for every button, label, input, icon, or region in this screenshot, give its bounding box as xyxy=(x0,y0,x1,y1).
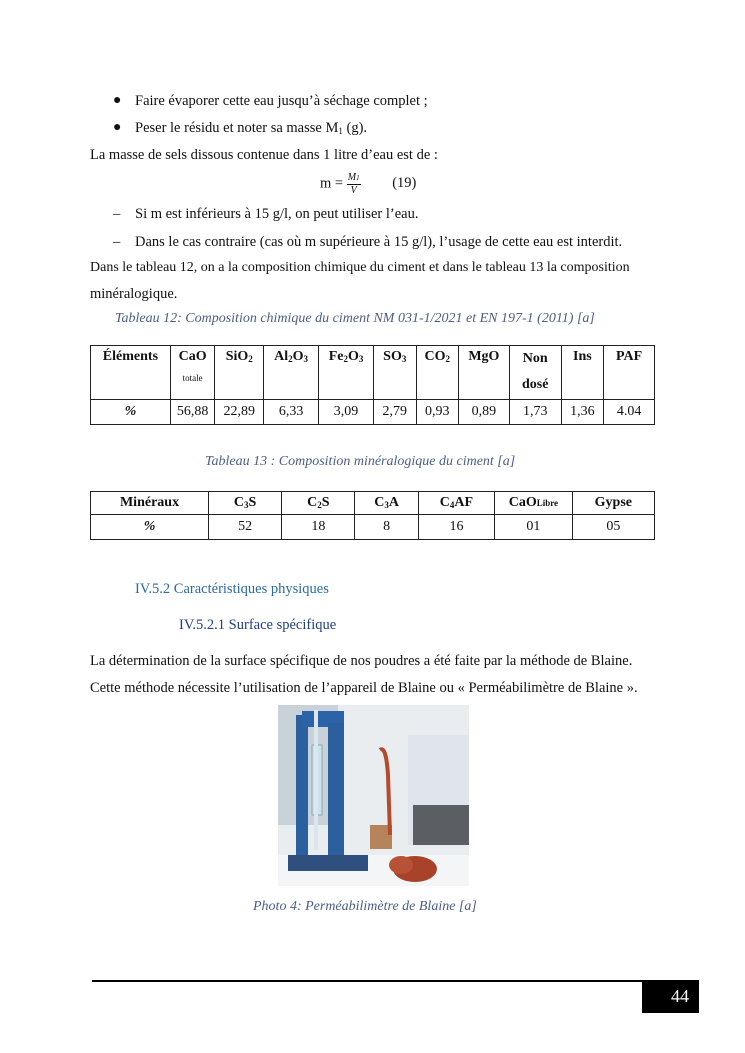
header-c4af: $C_4AF$ xyxy=(418,492,494,515)
header-cao: CaO totale xyxy=(170,346,215,400)
header-sio2: SiO$_2$ xyxy=(215,346,264,400)
bullet-text-2: Peser le résidu et noter sa masse M1 (g). xyxy=(135,120,368,136)
row-label: % xyxy=(91,400,171,425)
table-cell: 1,73 xyxy=(509,400,561,425)
bullet-icon: ● xyxy=(113,120,122,135)
bullet-icon: ● xyxy=(113,93,122,108)
blaine-apparatus-illustration xyxy=(278,705,469,886)
dash-text-2: Dans le cas contraire (cas où m supérieure à 15 g/l), l’usage de cette eau est interdit. xyxy=(135,234,623,250)
table-cell: 16 xyxy=(418,515,494,540)
table-row xyxy=(91,400,655,425)
header-co2: $CO_2$ xyxy=(416,346,459,400)
blaine-apparatus-photo xyxy=(278,705,469,886)
table-header-row xyxy=(91,346,655,400)
dash-marker: – xyxy=(113,234,121,250)
header-gypse: Gypse xyxy=(572,492,654,515)
table-cell: 3,09 xyxy=(319,400,374,425)
header-c3s: $C_3S$ xyxy=(209,492,282,515)
section-heading: IV.5.2 Caractéristiques physiques xyxy=(135,581,329,597)
intro-text: La masse de sels dissous contenue dans 1 litre d’eau est de : xyxy=(90,147,438,163)
equation: m = $\frac{M1}{V}$ (19) xyxy=(320,172,417,196)
table-13 xyxy=(90,491,655,540)
header-ins: Ins xyxy=(561,346,604,400)
header-so3: $SO_3$ xyxy=(374,346,417,400)
table-cell: 8 xyxy=(355,515,418,540)
paragraph-2-line-2: Cette méthode nécessite l’utilisation de l’appareil de Blaine ou « Perméabilimètre de Blaine ». xyxy=(90,680,638,696)
table-cell: 0,93 xyxy=(416,400,459,425)
table-cell: 1,36 xyxy=(561,400,604,425)
table-12 xyxy=(90,345,655,425)
header-mineraux: Minéraux xyxy=(91,492,209,515)
table-cell: 6,33 xyxy=(264,400,319,425)
header-fe2o3: $Fe_2O_3$ xyxy=(319,346,374,400)
subsection-heading: IV.5.2.1 Surface spécifique xyxy=(179,617,337,633)
table-cell: 0,89 xyxy=(459,400,510,425)
header-al2o3: $Al_2O_3$ xyxy=(264,346,319,400)
page-number: 44 xyxy=(642,980,699,1013)
dash-text-1: Si m est inférieurs à 15 g/l, on peut utiliser l’eau. xyxy=(135,206,419,222)
fraction: $\frac{M1}{V}$ xyxy=(347,172,360,196)
footer-rule xyxy=(92,980,654,982)
bullet-text-1: Faire évaporer cette eau jusqu’à séchage complet ; xyxy=(135,93,428,109)
header-c3a: $C_3A$ xyxy=(355,492,418,515)
table-cell: 05 xyxy=(572,515,654,540)
dash-marker: – xyxy=(113,206,121,222)
equation-number: (19) xyxy=(392,175,417,192)
paragraph-1-line-2: minéralogique. xyxy=(90,286,178,302)
photo-caption: Photo 4: Perméabilimètre de Blaine [a] xyxy=(253,899,477,914)
header-non-dose: Non dosé xyxy=(509,346,561,400)
paragraph-2-line-1: La détermination de la surface spécifique de nos poudres a été faite par la méthode de Blaine. xyxy=(90,653,633,669)
table-cell: 18 xyxy=(282,515,355,540)
table-cell: 56,88 xyxy=(170,400,215,425)
header-cao-libre: CaOLibre xyxy=(495,492,573,515)
header-elements: Éléments xyxy=(91,346,171,400)
header-paf: PAF xyxy=(604,346,655,400)
table-cell: 52 xyxy=(209,515,282,540)
table-cell: 2,79 xyxy=(374,400,417,425)
table-cell: 01 xyxy=(495,515,573,540)
header-c2s: $C_2S$ xyxy=(282,492,355,515)
table-row xyxy=(91,515,655,540)
paragraph-1-line-1: Dans le tableau 12, on a la composition chimique du ciment et dans le tableau 13 la composition xyxy=(90,260,630,275)
table-cell: 22,89 xyxy=(215,400,264,425)
table-13-caption: Tableau 13 : Composition minéralogique du ciment [a] xyxy=(205,454,516,469)
table-header-row xyxy=(91,492,655,515)
row-label: % xyxy=(91,515,209,540)
header-mgo: MgO xyxy=(459,346,510,400)
table-cell: 4.04 xyxy=(604,400,655,425)
table-12-caption: Tableau 12: Composition chimique du ciment NM 031-1/2021 et EN 197-1 (2011) [a] xyxy=(115,311,595,326)
